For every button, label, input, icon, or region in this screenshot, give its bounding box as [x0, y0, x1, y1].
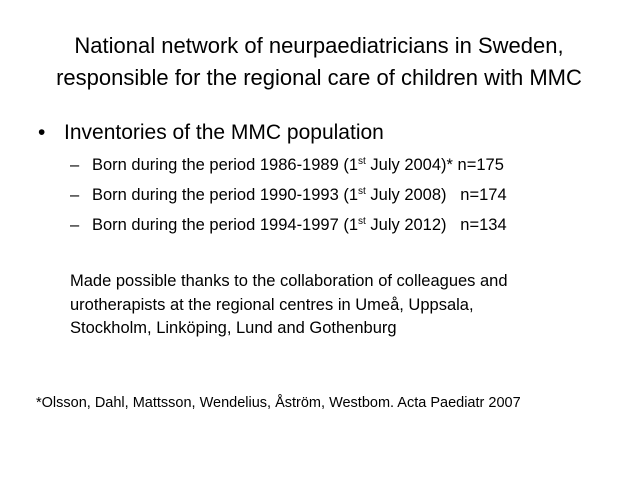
- sub-item-1994-1997: [70, 213, 507, 237]
- bullet-item: [38, 118, 384, 148]
- bullet-marker: •: [38, 121, 46, 144]
- sub-item-dash: –: [70, 156, 80, 174]
- paragraph-line-2: urotherapists at the regional centres in Umeå, Uppsala,: [70, 295, 474, 314]
- title-line-2: responsible for the regional care of children with MMC: [56, 65, 582, 90]
- sub-item-text-end: July 2012) n=134: [365, 216, 507, 234]
- sub-item-text: Born during the period 1994-1997 (1: [92, 216, 359, 234]
- sub-item-superscript: st: [358, 156, 366, 167]
- paragraph-line-1: Made possible thanks to the collaboration of colleagues and: [70, 272, 508, 290]
- sub-item-dash: –: [70, 186, 80, 204]
- sub-item-text-end: July 2004)* n=175: [365, 156, 504, 174]
- bullet-text: Inventories of the MMC population: [64, 121, 384, 144]
- sub-item-1990-1993: [70, 183, 507, 207]
- sub-item-superscript: st: [358, 186, 366, 197]
- sub-item-1986-1989: [70, 153, 504, 177]
- sub-item-text: Born during the period 1990-1993 (1: [92, 186, 359, 204]
- reference-footnote: *Olsson, Dahl, Mattsson, Wendelius, Åström, Westbom. Acta Paediatr 2007: [36, 395, 521, 411]
- sub-item-dash: –: [70, 216, 80, 234]
- title-line-1: National network of neurpaediatricians in Sweden,: [74, 33, 564, 58]
- sub-item-superscript: st: [358, 216, 366, 227]
- collaboration-paragraph: [70, 270, 610, 341]
- sub-item-text-end: July 2008) n=174: [365, 186, 507, 204]
- sub-item-text: Born during the period 1986-1989 (1: [92, 156, 359, 174]
- slide-title: [0, 30, 638, 94]
- paragraph-line-3: Stockholm, Linköping, Lund and Gothenburg: [70, 319, 397, 337]
